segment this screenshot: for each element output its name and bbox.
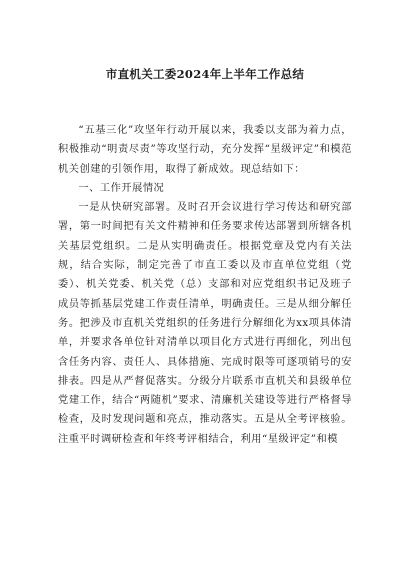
document-title: 市直机关工委2024年上半年工作总结 [105, 67, 305, 81]
intro-paragraph: “五基三化”攻坚年行动开展以来，我委以支部为着力点，积极推动“明责尽责”等攻坚行动，充分发挥“星级评定”和模范机关创建的引领作用，取得了新成效。现总结如下： [58, 125, 352, 175]
section-heading: 一、工作开展情况 [78, 182, 165, 194]
document-body [58, 121, 352, 449]
body-paragraph: 一是从快研究部署。及时召开会议进行学习传达和研究部署，第一时间把有关文件精神和任务要求传达部署到所辖各机关基层党组织。二是从实明确责任。根据党章及党内有关法规，结合实际，制定完善了市直工委以及市直单位党组（党委）、机关党委、机关党（总）支部和对应党组织书记及班子成员等抓基层党建工作责任清单，明确责任。三是从细分解任务。把涉及市直机关党组织的任务进行分解细化为xx项具体清单，并要求各单位针对清单以项目化方式进行再细化，列出包含任务内容、责任人、具体措施、完成时限等可逐项销号的安排表。四是从严督促落实。分级分片联系市直机关和县级单位党建工作，结合“两随机”要求、清廉机关建设等进行严格督导检查，及时发现问题和亮点，推动落实。五是从全考评核验。注重平时调研检查和年终考评相结合，利用“星级评定”和模 [58, 202, 352, 445]
